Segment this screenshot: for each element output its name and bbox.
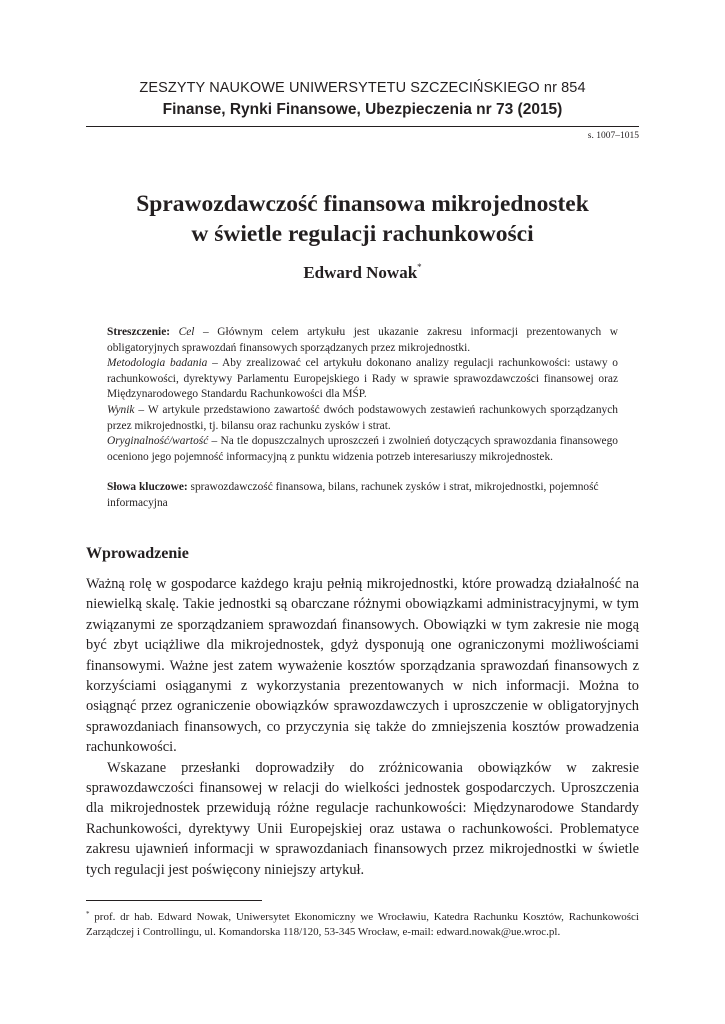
abstract-item-text: – W artykule przedstawiono zawartość dwóch podstawowych zestawień rachunkowych sporządzanych przez mikrojednostki, tj. bilansu oraz rachunku zysków i strat. bbox=[107, 403, 618, 432]
journal-name: ZESZYTY NAUKOWE UNIWERSYTETU SZCZECIŃSKIEGO nr 854 bbox=[139, 80, 586, 96]
title-line-1: Sprawozdawczość finansowa mikrojednostek bbox=[136, 191, 589, 217]
abstract-item-text: – Aby zrealizować cel artykułu dokonano analizy regulacji rachunkowości: ustawy o rachunkowości, dyrektywy Parlamentu Europejskiego i Rady w sprawie sprawozdawczości finansowej oraz Międzynarodowego Standardu Rachunkowości dla MŚP. bbox=[107, 357, 618, 401]
footnote bbox=[86, 907, 639, 941]
footnote-mark: * bbox=[86, 910, 90, 918]
footnote-text: prof. dr hab. Edward Nowak, Uniwersytet Ekonomiczny we Wrocławiu, Katedra Rachunku Kosztów, Rachunkowości Zarządczej i Controllingu, ul. Komandorska 118/120, 53-345 Wrocław, e-mail: edward.nowak@ue.wroc.pl. bbox=[86, 911, 639, 939]
abstract-item bbox=[107, 356, 618, 403]
header-divider bbox=[86, 126, 639, 127]
abstract-item-text: – Głównym celem artykułu jest ukazanie zakresu informacji prezentowanych w obligatoryjnych sprawozdań finansowych sporządzanych przez mikrojednostki. bbox=[107, 326, 618, 354]
abstract-item-label: Wynik bbox=[107, 403, 135, 416]
body-text bbox=[86, 574, 639, 880]
abstract-item bbox=[107, 325, 618, 356]
page-range: s. 1007–1015 bbox=[587, 131, 639, 141]
abstract-item bbox=[107, 403, 618, 434]
abstract-item-label: Oryginalność/wartość bbox=[107, 435, 209, 448]
author-name-text: Edward Nowak bbox=[303, 263, 418, 282]
section-heading: Wprowadzenie bbox=[86, 545, 189, 562]
abstract-item-label: Cel bbox=[178, 326, 195, 338]
abstract bbox=[107, 325, 618, 465]
abstract-heading: Streszczenie: bbox=[107, 326, 171, 338]
author-footnote-mark: * bbox=[417, 262, 422, 272]
keywords bbox=[107, 480, 639, 511]
body-paragraph: Ważną rolę w gospodarce każdego kraju pełnią mikrojednostki, które prowadzą działalność na niewielką skalę. Takie jednostki są obarczane różnymi obowiązkami administracyjnymi, w tym związanymi ze sporządzaniem sprawozdań finansowych. Obowiązki w tym zakresie nie mogą być zbyt uciążliwe dla mikrojednostek, gdyż dysponują one ograniczonymi możliwościami finansowymi. Ważne jest zatem wyważenie kosztów sporządzania sprawozdań finansowych z korzyściami osiąganymi z wykorzystania prezentowanych w nich informacji. Można to osiągnąć przez ograniczenie obowiązków sprawozdawczych i uproszczenie w obligatoryjnych sprawozdaniach finansowych, co przyczynia się także do zmniejszenia kosztów prowadzenia rachunkowości. bbox=[86, 576, 639, 756]
abstract-item-label: Metodologia badania bbox=[107, 357, 208, 370]
title-line-2: w świetle regulacji rachunkowości bbox=[191, 221, 534, 247]
author-name bbox=[86, 262, 639, 283]
footnote-divider bbox=[86, 900, 262, 901]
journal-series: Finanse, Rynki Finansowe, Ubezpieczenia nr 73 (2015) bbox=[162, 101, 563, 118]
article-title bbox=[86, 189, 639, 249]
body-paragraph: Wskazane przesłanki doprowadziły do zróżnicowania obowiązków w zakresie sprawozdawczości finansowej w relacji do wielkości jednostek gospodarczych. Uproszczenia dla mikrojednostek przewidują różne regulacje rachunkowości: Międzynarodowe Standardy Rachunkowości, dyrektywy Unii Europejskiej oraz ustawa o rachunkowości. Problematyce zakresu ujawnień informacji w sprawozdaniach finansowych przez mikrojednostki w świetle tych regulacji jest poświęcony niniejszy artykuł. bbox=[86, 759, 639, 878]
abstract-item bbox=[107, 434, 618, 465]
abstract-item-text: – Na tle dopuszczalnych uproszczeń i zwolnień dotyczących sprawozdania finansowego oceniono jego pojemność informacyjną z punktu widzenia potrzeb interesariuszy mikrojednostek. bbox=[107, 435, 618, 463]
keywords-list: sprawozdawczość finansowa, bilans, rachunek zysków i strat, mikrojednostki, pojemność informacyjna bbox=[107, 481, 599, 509]
keywords-label: Słowa kluczowe: bbox=[107, 481, 188, 493]
